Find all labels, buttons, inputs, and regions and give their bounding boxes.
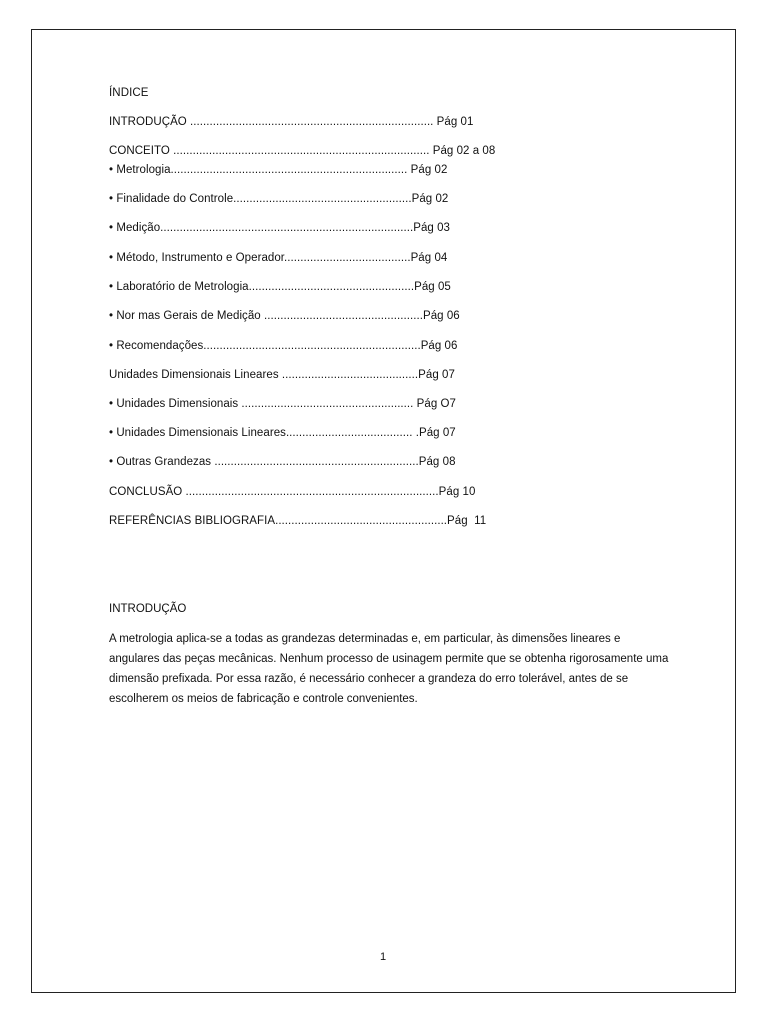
toc-entry: • Unidades Dimensionais ..................................................... Pág O7 [109, 398, 456, 410]
toc-entry: • Nor mas Gerais de Medição .................................................Pág 06 [109, 310, 460, 322]
section-title-introducao: INTRODUÇÃO [109, 603, 187, 615]
toc-entry: • Método, Instrumento e Operador.......................................Pág 04 [109, 252, 448, 264]
toc-entry: • Finalidade do Controle.......................................................Pág 02 [109, 193, 449, 205]
toc-entry: • Recomendações...................................................................Pág 06 [109, 340, 458, 352]
toc-entry: • Laboratório de Metrologia...................................................Pág 05 [109, 281, 451, 293]
toc-entry: • Medição..............................................................................Pág 03 [109, 222, 451, 234]
body-paragraph: A metrologia aplica-se a todas as grandezas determinadas e, em particular, às dimensões lineares e angulares das peças mecânicas. Nenhum processo de usinagem permite que se obtenha rigorosamente uma dimensão prefixada. Por essa razão, é necessário conhecer a grandeza do erro tolerável, antes de se escolherem os meios de fabricação e controle convenientes. [109, 633, 669, 705]
toc-entry: CONCEITO ............................................................................... Pág 02 a 08 [109, 145, 496, 157]
toc-entry: Unidades Dimensionais Lineares ..........................................Pág 07 [109, 369, 455, 381]
toc-entry: REFERÊNCIAS BIBLIOGRAFIA.....................................................Pág 11 [109, 515, 487, 527]
toc-entry: • Unidades Dimensionais Lineares....................................... .Pág 07 [109, 427, 456, 439]
toc-entry: • Metrologia......................................................................... Pág 02 [109, 164, 448, 176]
page-number: 1 [380, 951, 387, 963]
toc-entry: • Outras Grandezas ...............................................................Pág 08 [109, 456, 456, 468]
toc-entry: INTRODUÇÃO ........................................................................... Pág 01 [109, 116, 474, 128]
toc-title: ÍNDICE [109, 87, 149, 99]
toc-entry: CONCLUSÃO ..............................................................................Pág 10 [109, 486, 476, 498]
